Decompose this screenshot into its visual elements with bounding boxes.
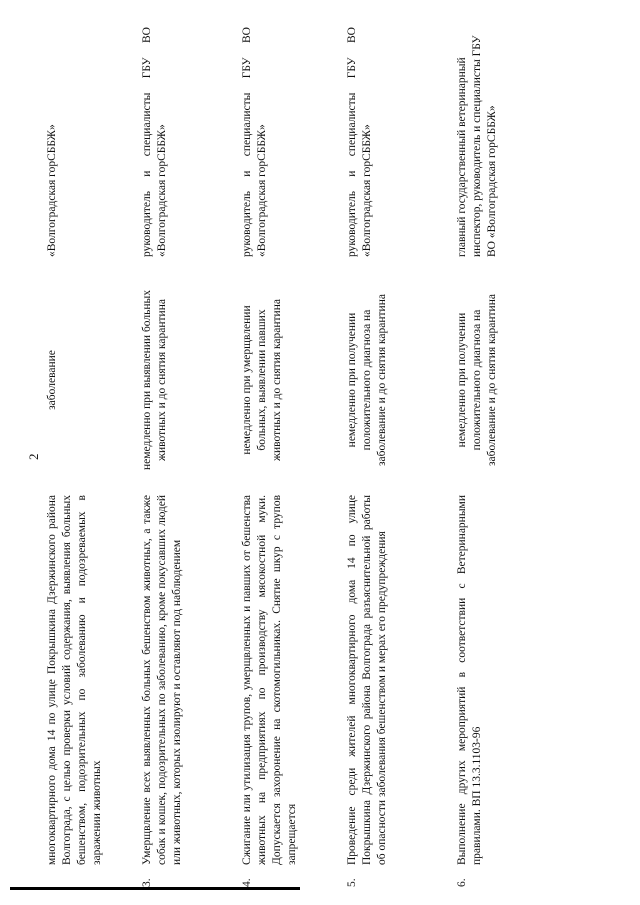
row-description: Умерщвление всех выявленных больных бешенством животных, а также собак и кошек, подозрительных по заболеванию, кроме покусавших людей или животных, которых изолируют и оставляют под наблюдением [141, 495, 183, 865]
row-description: Проведение среди жителей многоквартирного дома 14 по улице Покрышкина Дзержинского района Волгограда разъяснительной работы об опасности заболевания бешенством и мерах его предупреждения [346, 495, 388, 865]
row-description: Выполнение других мероприятий в соответствии с Ветеринарными правилами. ВП 13.3.1103-96 [456, 495, 483, 865]
row-description: многоквартирного дома 14 по улице Покрышкина Дзержинского района Волгограда, с целью проверки условий содержания, выявления больных бешенством, подозрительных по заболеванию и подозреваемых в заражении животных [46, 495, 103, 865]
row-responsible: главный государственный ветеринарный инспектор, руководитель и специалисты ГБУ ВО «Волгоградская горСББЖ» [456, 35, 498, 257]
row-responsible: руководитель и специалисты ГБУ ВО «Волгоградская горСББЖ» [346, 27, 373, 257]
row-description: Сжигание или утилизация трупов, умерщвленных и павших от бешенства животных на предприятиях по производству мясокостной муки. Допускается захоронение на скотомогильниках. Снятие шкур с трупов запрещается [241, 495, 298, 865]
row-deadline: немедленно при получении положительного диагноза на заболевание и до снятия карантина [456, 294, 498, 466]
row-number: 6. [456, 878, 468, 887]
row-responsible: руководитель и специалисты ГБУ ВО «Волгоградская горСББЖ» [141, 27, 168, 257]
row-number: 5. [346, 878, 358, 887]
left-margin-rule [10, 887, 300, 890]
row-deadline: немедленно при выявлении больных животных и до снятия карантина [141, 289, 168, 471]
row-number: 4. [241, 878, 253, 887]
row-responsible: «Волгоградская горСББЖ» [46, 124, 58, 257]
page-number: 2 [26, 453, 41, 460]
row-responsible: руководитель и специалисты ГБУ ВО «Волгоградская горСББЖ» [241, 27, 268, 257]
row-deadline: заболевание [46, 350, 58, 410]
row-number: 3. [141, 878, 153, 887]
row-deadline: немедленно при умерщвлении больных, выявлении павших животных и до снятия карантина [241, 299, 283, 461]
row-deadline: немедленно при получении положительного диагноза на заболевание и до снятия карантина [346, 294, 388, 466]
